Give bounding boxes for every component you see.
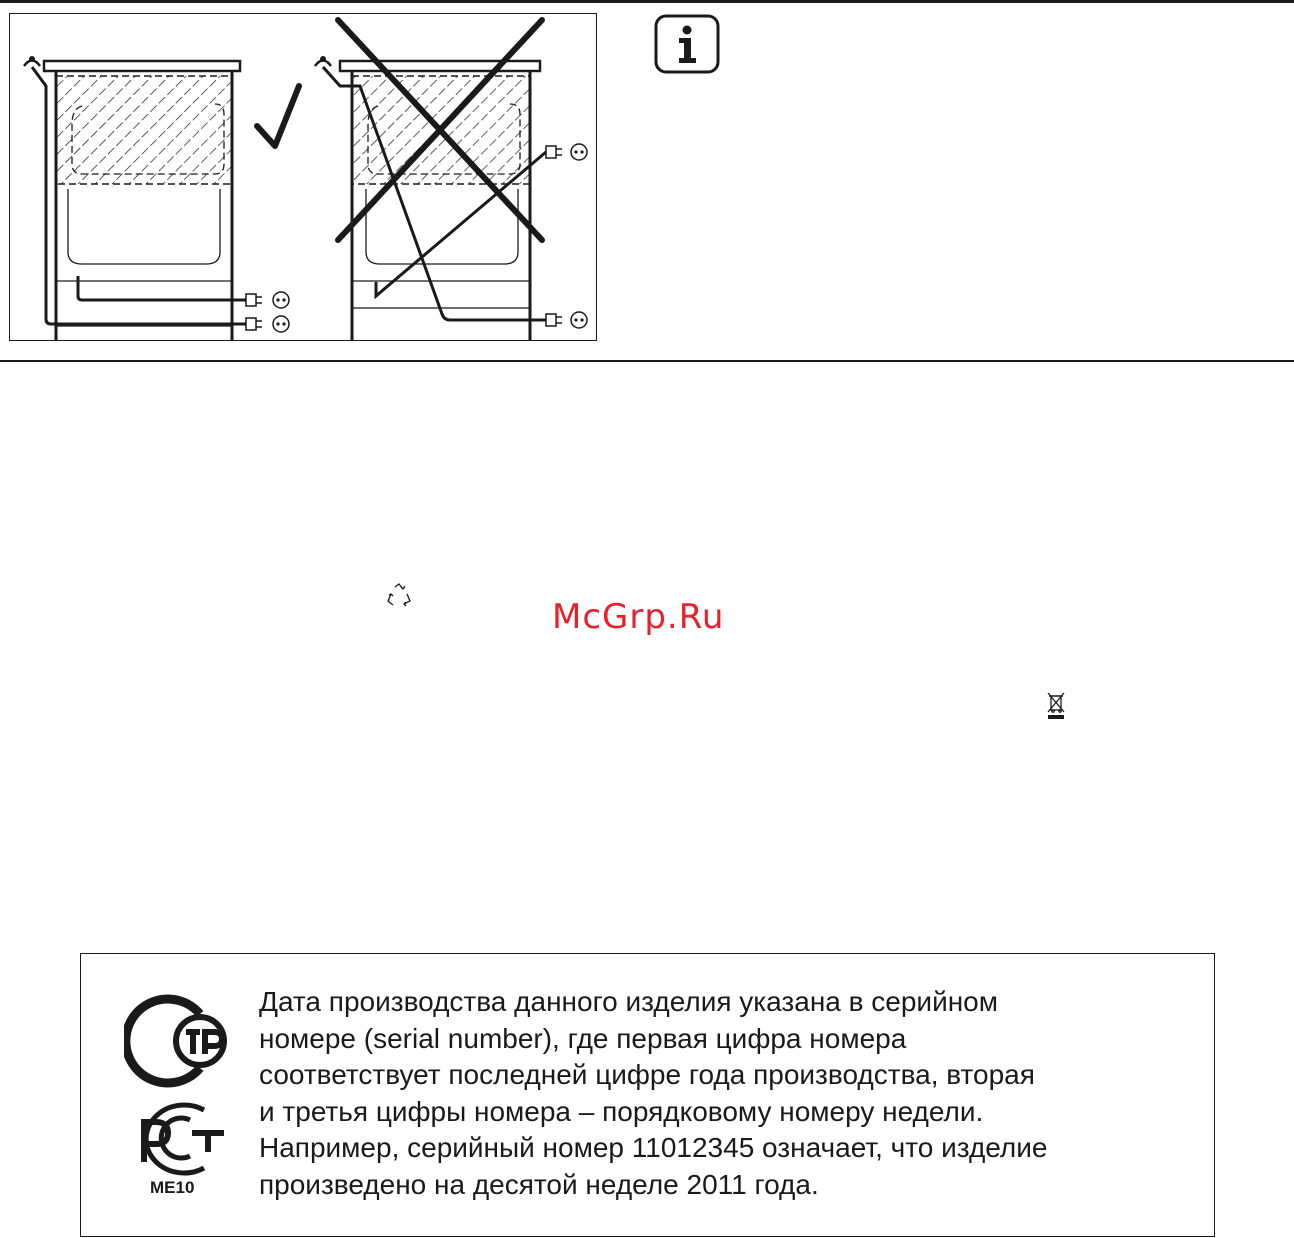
text-line: номере (serial number), где первая цифра номера: [259, 1022, 907, 1054]
cable-routing-illustration: [10, 14, 596, 340]
text-line: произведено на десятой неделе 2011 года.: [259, 1168, 819, 1200]
eac-tr-certification-mark: [124, 990, 228, 1088]
recycle-icon: [385, 582, 413, 610]
checkmark-icon: [257, 86, 299, 146]
correct-installation-drawing: [24, 56, 289, 340]
text-line: Дата производства данного изделия указана в серийном: [259, 986, 998, 1017]
incorrect-installation-drawing: [315, 56, 587, 340]
serial-number-explanation: [259, 984, 1199, 1203]
text-line: Например, серийный номер 11012345 означает, что изделие: [259, 1132, 1048, 1163]
installation-figure: [9, 13, 597, 341]
section-divider: [0, 360, 1294, 362]
top-rule: [0, 0, 1294, 3]
info-icon: [654, 14, 720, 74]
watermark: McGrp.Ru: [552, 597, 725, 637]
pct-certification-mark: [124, 1100, 228, 1178]
text-line: соответствует последней цифре года производства, вторая: [259, 1059, 1035, 1090]
crossed-out-bin-icon: [1045, 691, 1067, 721]
certification-notice: [80, 953, 1215, 1237]
text-line: и третья цифры номера – порядковому номеру недели.: [259, 1095, 984, 1127]
certification-code: ME10: [150, 1178, 195, 1197]
